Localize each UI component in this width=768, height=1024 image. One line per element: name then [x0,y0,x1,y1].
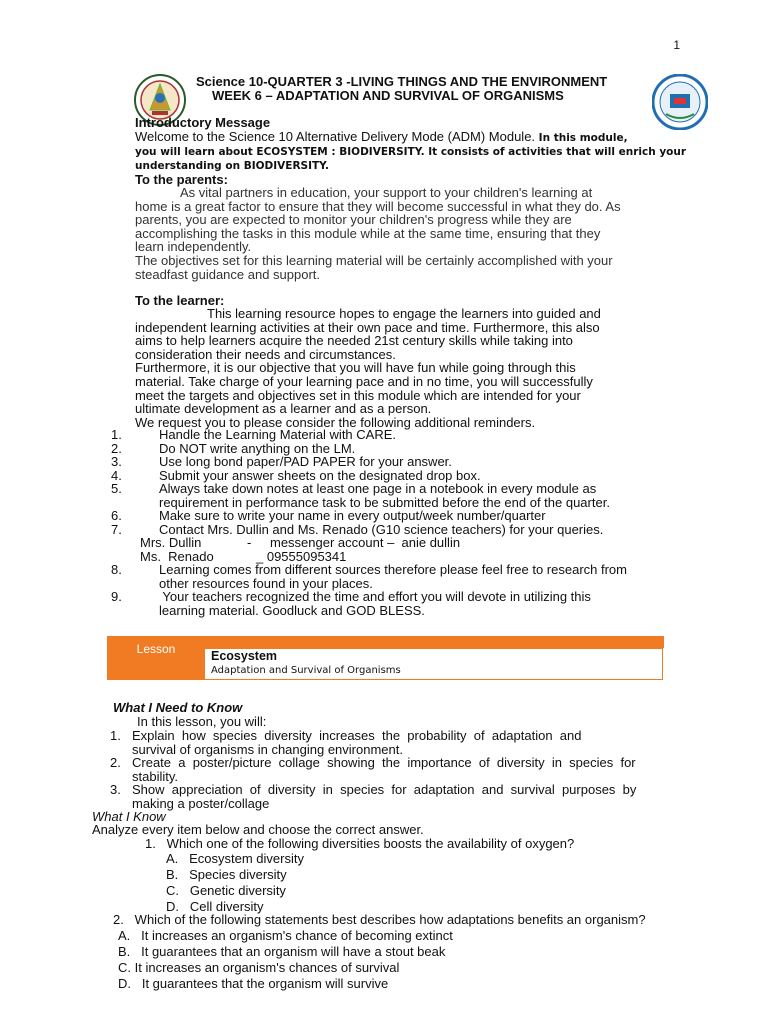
parents-line: parents, you are expected to monitor your children's progress while they are [135,212,572,228]
learner-line: meet the targets and objectives set in this module which are intended for your [135,387,581,403]
intro-text-line: understanding on BIODIVERSITY. [135,160,330,172]
list-item: 9. Your teachers recognized the time and effort you will devote in utilizing this [111,589,591,604]
choice-2b[interactable]: B. It guarantees that an organism will have a stout beak [118,944,446,959]
list-item: survival of organisms in changing environment. [132,741,403,757]
reminders-list [111,428,671,536]
list-item: 2. Do NOT write anything on the LM. [111,440,356,456]
what-i-know-heading: What I Know [92,809,166,824]
intro-heading: Introductory Message [135,115,271,130]
what-i-know-instruction: Analyze every item below and choose the correct answer. [92,822,424,837]
reminders-list-continued [111,563,671,617]
intro-welcome: Welcome to the Science 10 Alternative Delivery Mode (ADM) Module. [135,129,536,144]
document-title: Science 10-QUARTER 3 -LIVING THINGS AND THE ENVIRONMENT [196,74,608,89]
list-item: making a poster/collage [132,795,270,811]
choice-1a[interactable]: A. Ecosystem diversity [166,851,304,866]
lesson-subtitle: Adaptation and Survival of Organisms [211,665,401,676]
contact-dullin-name: Mrs. Dullin [140,535,202,550]
deped-seal-right-logo [652,74,704,126]
need-to-know-intro: In this lesson, you will: [137,714,267,729]
list-item: stability. [132,768,178,784]
learner-line: ultimate development as a learner and as a person. [135,401,432,417]
parents-line: steadfast guidance and support. [135,266,321,282]
question-2: 2. Which of the following statements best describes how adaptations benefits an organism? [113,912,646,927]
contact-renado-name: Ms. Renado [140,549,214,564]
parents-paragraph [135,186,657,281]
contact-dullin-value: messenger account – anie dullin [270,535,461,550]
page-number: 1 [673,38,680,52]
lesson-title-cell [205,648,663,665]
learner-line: consideration their needs and circumstances. [135,346,396,362]
parents-line: accomplishing the tasks in this module while at the same time, ensuring that they [135,225,601,241]
objectives-list [110,729,657,810]
parents-line: learn independently. [135,239,252,255]
list-item: 2. Create a poster/picture collage showing the importance of diversity in species for [110,755,636,770]
lesson-header-box [107,636,664,680]
intro-text-line: you will learn about ECOSYSTEM : BIODIVERSITY. It consists of activities that will enrich your [135,146,687,158]
list-item: 1. Explain how species diversity increases the probability of adaptation and [110,728,582,743]
list-item: learning material. Goodluck and GOD BLESS. [159,602,425,618]
need-to-know-heading: What I Need to Know [113,700,243,715]
intro-welcome-cont: In this module, [538,132,628,144]
learner-line: aims to help learners acquire the needed 21st century skills while taking into [135,333,573,349]
contact-renado-value: _ 09555095341 [256,549,347,564]
parents-heading: To the parents: [135,172,228,187]
intro-welcome-line [135,130,628,146]
learner-line: independent learning activities at their own pace and time. Furthermore, this also [135,319,600,335]
choice-2a[interactable]: A. It increases an organism's chance of becoming extinct [118,928,453,943]
parents-line: home is a great factor to ensure that they will become successful in what they do. As [135,198,621,214]
list-item: 3. Use long bond paper/PAD PAPER for your answer. [111,454,452,469]
list-item: 8. Learning comes from different sources therefore please feel free to research from [111,562,627,577]
learner-heading: To the learner: [135,293,225,308]
parents-line: The objectives set for this learning material will be certainly accomplished with your [135,252,613,268]
choice-2d[interactable]: D. It guarantees that the organism will survive [118,976,389,991]
list-item: 6. Make sure to write your name in every output/week number/quarter [111,508,546,523]
learner-line: Furthermore, it is our objective that you will have fun while going through this [135,360,576,376]
parents-line: As vital partners in education, your support to your children's learning at [180,185,593,200]
choice-1d[interactable]: D. Cell diversity [166,899,264,914]
choice-1c[interactable]: C. Genetic diversity [166,883,286,898]
learner-paragraph [135,307,657,429]
choice-2c[interactable]: C. It increases an organism's chances of survival [118,960,400,975]
list-item: requirement in performance task to be submitted before the end of the quarter. [159,494,610,510]
lesson-subtitle-cell [205,664,663,680]
document-subtitle: WEEK 6 – ADAPTATION AND SURVIVAL OF ORGANISMS [212,88,564,103]
lesson-label: Lesson [136,642,176,656]
learner-line: We request you to please consider the following additional reminders. [135,414,536,430]
list-item: 1. Handle the Learning Material with CARE. [111,427,397,442]
choice-1b[interactable]: B. Species diversity [166,867,287,882]
list-item: 7. Contact Mrs. Dullin and Ms. Renado (G10 science teachers) for your queries. [111,521,604,537]
lesson-title: Ecosystem [211,649,278,663]
lesson-label-cell [107,636,205,680]
question-1: 1. Which one of the following diversities boosts the availability of oxygen? [145,836,575,851]
learner-line: This learning resource hopes to engage the learners into guided and [207,306,601,321]
list-item: 4. Submit your answer sheets on the designated drop box. [111,467,481,483]
list-item: other resources found in your places. [159,575,373,591]
contact-dullin-dash: - [247,535,252,550]
list-item: 3. Show appreciation of diversity in species for adaptation and survival purposes by [110,782,637,797]
list-item: 5. Always take down notes at least one page in a notebook in every module as [111,481,597,496]
learner-line: material. Take charge of your learning pace and in no time, you will successfully [135,373,593,389]
